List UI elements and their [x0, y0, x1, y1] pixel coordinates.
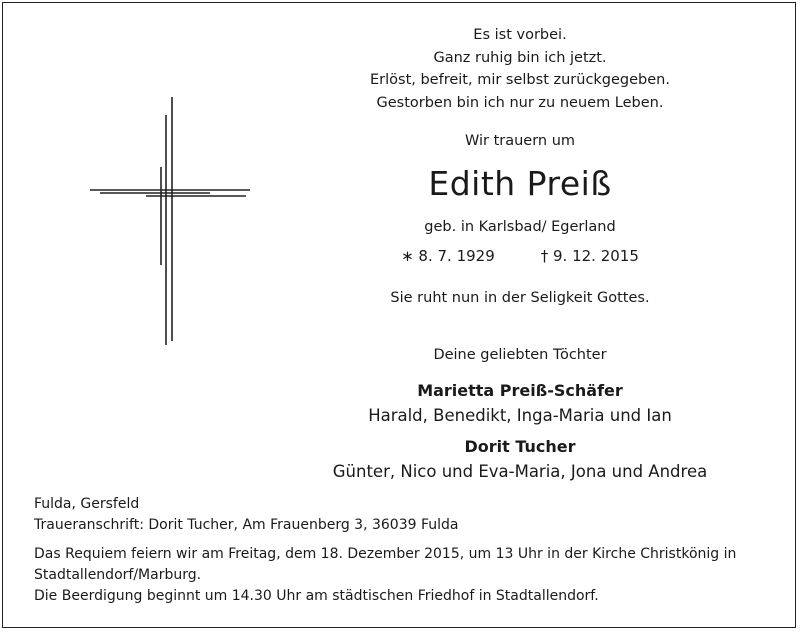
deceased-name: Edith Preiß — [428, 164, 612, 203]
poem-line: Erlöst, befreit, mir selbst zurückgegeben. — [370, 72, 670, 88]
rest-line: Sie ruht nun in der Seligkeit Gottes. — [390, 290, 650, 306]
daughter-family: Günter, Nico und Eva-Maria, Jona und Andrea — [332, 462, 708, 481]
poem-line: Es ist vorbei. — [473, 27, 567, 43]
daughter-family: Harald, Benedikt, Inga-Maria und Ian — [368, 406, 672, 425]
daughter-name: Dorit Tucher — [464, 437, 576, 456]
poem-line: Ganz ruhig bin ich jetzt. — [433, 49, 607, 66]
family-intro: Deine geliebten Töchter — [433, 347, 607, 363]
birthplace: geb. in Karlsbad/ Egerland — [424, 219, 616, 235]
poem-line: Gestorben bin ich nur zu neuem Leben. — [376, 94, 664, 111]
places: Fulda, Gersfeld — [34, 496, 140, 512]
poem — [290, 24, 750, 114]
daughter-name: Marietta Preiß-Schäfer — [417, 381, 623, 400]
requiem-text: Das Requiem feiern wir am Freitag, dem 18. Dezember 2015, um 13 Uhr in der Kirche Christkönig in Stadtallendorf/Marburg. — [34, 546, 737, 583]
mourning-line: Wir trauern um — [464, 133, 576, 149]
life-dates — [290, 247, 750, 265]
birth-date: ∗ 8. 7. 1929 — [401, 247, 495, 265]
death-date: † 9. 12. 2015 — [540, 247, 639, 265]
service-info — [34, 544, 774, 607]
mourning-address: Traueranschrift: Dorit Tucher, Am Frauenberg 3, 36039 Fulda — [34, 517, 459, 533]
cross-icon — [86, 95, 256, 350]
funeral-text: Die Beerdigung beginnt um 14.30 Uhr am städtischen Friedhof in Stadtallendorf. — [34, 588, 599, 604]
